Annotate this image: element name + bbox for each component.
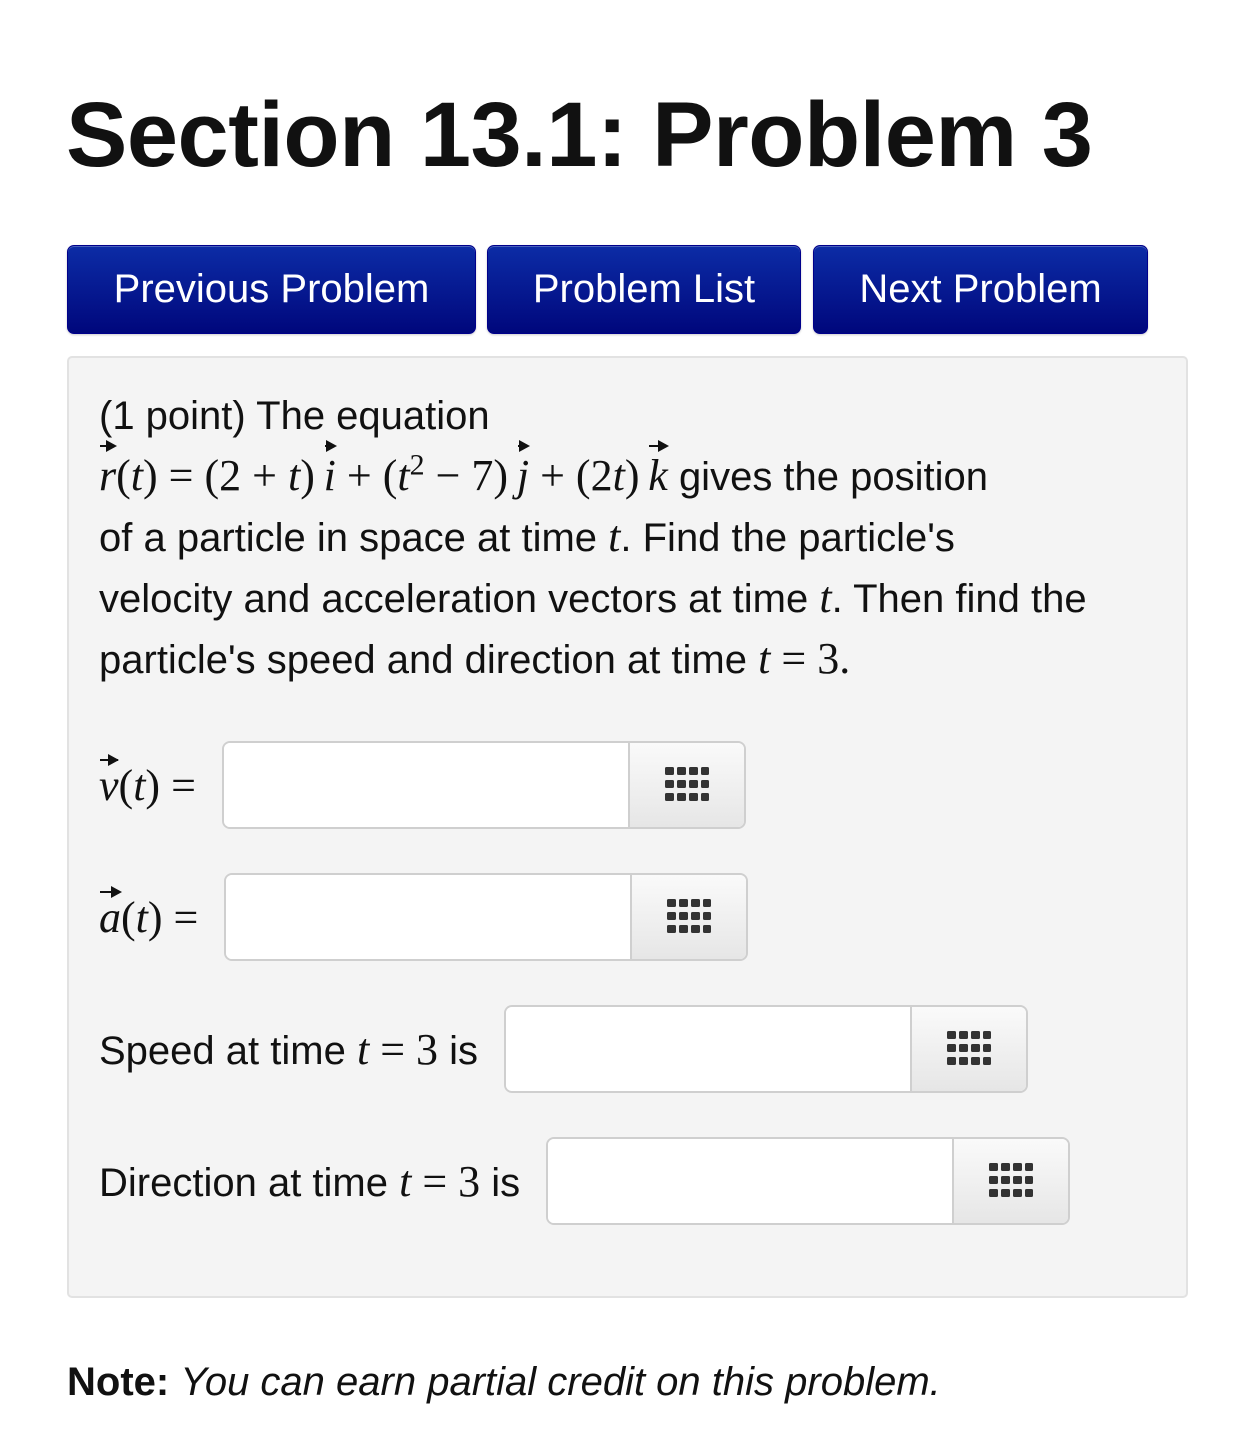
time-equation: t = 3: [758, 634, 840, 683]
line4-text: velocity and acceleration vectors at time: [99, 577, 809, 621]
acceleration-label: a(t) =: [99, 892, 199, 942]
equation-editor-grid-icon: [665, 767, 709, 804]
next-problem-button[interactable]: Next Problem: [813, 245, 1148, 334]
acceleration-input[interactable]: [226, 875, 630, 959]
speed-label: Speed at time t = 3 is: [99, 1024, 479, 1074]
velocity-answer-row: [99, 740, 746, 830]
statement-line-2: [99, 446, 1169, 507]
line3-end-text: . Find the particle's: [620, 516, 955, 560]
time-variable: t: [819, 573, 832, 622]
page-title: Section 13.1: Problem 3: [66, 84, 1093, 186]
acceleration-answer-row: [99, 872, 748, 962]
partial-credit-note: [67, 1360, 941, 1405]
statement-line-3: [99, 507, 1169, 568]
statement-line-4: [99, 568, 1169, 629]
speed-answer-box: [504, 1005, 1028, 1093]
velocity-label: v(t) =: [99, 760, 196, 810]
statement-line-1: [99, 386, 1169, 446]
equation-editor-grid-icon: [989, 1163, 1033, 1200]
points-label: (1 point): [99, 394, 246, 438]
velocity-input[interactable]: [224, 743, 628, 827]
statement-line-5: particle's speed and direction at time t = 3.: [99, 634, 851, 683]
line2-text: gives the position: [678, 455, 989, 499]
line4-end-text: . Then find the: [831, 577, 1087, 621]
position-equation: r(t) = (2 + t) $i + (t^2 - 7) j + (2t)$ k: [99, 451, 668, 500]
direction-answer-box: [546, 1137, 1070, 1225]
note-text: You can earn partial credit on this problem.: [180, 1360, 941, 1404]
intro-text: The equation: [256, 394, 490, 438]
direction-input[interactable]: [548, 1139, 952, 1223]
problem-panel: [67, 356, 1188, 1298]
direction-label: Direction at time t = 3 is: [99, 1156, 521, 1206]
speed-equation-editor-button[interactable]: [910, 1007, 1026, 1091]
equation-editor-grid-icon: [667, 899, 711, 936]
problem-list-button[interactable]: Problem List: [487, 245, 801, 334]
velocity-answer-box: [222, 741, 746, 829]
note-label: Note:: [67, 1360, 170, 1404]
problem-statement: [99, 386, 1169, 690]
direction-answer-row: [99, 1136, 1070, 1226]
speed-answer-row: [99, 1004, 1028, 1094]
direction-equation-editor-button[interactable]: [952, 1139, 1068, 1223]
previous-problem-button[interactable]: Previous Problem: [67, 245, 476, 334]
speed-input[interactable]: [506, 1007, 910, 1091]
acceleration-answer-box: [224, 873, 748, 961]
line5-text: particle's speed and direction at time: [99, 638, 747, 682]
velocity-equation-editor-button[interactable]: [628, 743, 744, 827]
line3-text: of a particle in space at time: [99, 516, 598, 560]
equation-editor-grid-icon: [947, 1031, 991, 1068]
time-variable: t: [608, 512, 621, 561]
acceleration-equation-editor-button[interactable]: [630, 875, 746, 959]
